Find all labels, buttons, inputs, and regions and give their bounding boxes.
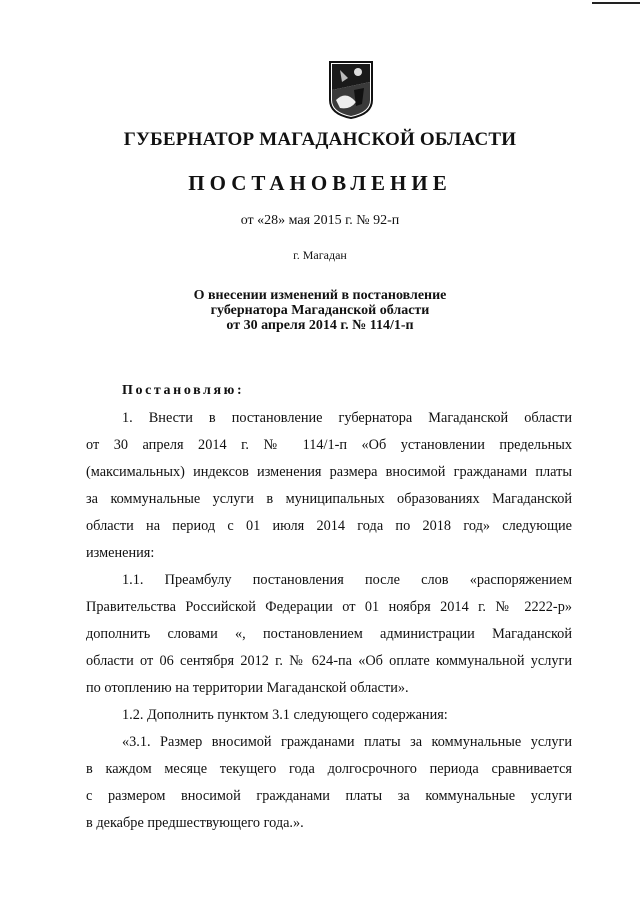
body-line: по отоплению на территории Магаданской области». [86, 680, 409, 696]
subject-line: О внесении изменений в постановление [193, 288, 447, 303]
body-line: Правительства Российской Федерации от 01 ноября 2014 г. № 2222-р» [86, 599, 572, 615]
body-line: за коммунальные услуги в муниципальных образованиях Магаданской [86, 491, 572, 507]
subject-line: от 30 апреля 2014 г. № 114/1-п [226, 318, 414, 333]
body-line: 1.1. Преамбулу постановления после слов «распоряжением [122, 572, 572, 588]
document-date-number: от «28» мая 2015 г. № 92-п [240, 213, 400, 228]
body-line: дополнить словами «, постановлением администрации Магаданской [86, 626, 572, 642]
body-line: области на период с 01 июля 2014 года по 2018 год» следующие [86, 518, 572, 534]
body-line: «3.1. Размер вносимой гражданами платы за коммунальные услуги [122, 734, 572, 750]
body-line: (максимальных) индексов изменения размера вносимой гражданами платы [86, 464, 572, 480]
governor-title: ГУБЕРНАТОР МАГАДАНСКОЙ ОБЛАСТИ [123, 129, 517, 150]
document-type-title: ПОСТАНОВЛЕНИЕ [188, 171, 452, 195]
body-line: области от 06 сентября 2012 г. № 624-па «Об оплате коммунальной услуги [86, 653, 572, 669]
decree-word: Постановляю: [122, 383, 245, 398]
subject-line: губернатора Магаданской области [210, 303, 430, 318]
body-line: с размером вносимой гражданами платы за коммунальные услуги [86, 788, 572, 804]
body-line: в каждом месяце текущего года долгосрочного периода сравнивается [86, 761, 572, 777]
document-body [86, 0, 572, 905]
body-line: в декабре предшествующего года.». [86, 815, 304, 831]
body-line: 1.2. Дополнить пунктом 3.1 следующего содержания: [122, 707, 448, 723]
body-line: 1. Внести в постановление губернатора Магаданской области [122, 410, 572, 426]
document-city: г. Магадан [293, 248, 347, 262]
body-line: изменения: [86, 545, 155, 561]
scan-corner-mark [592, 2, 640, 4]
body-line: от 30 апреля 2014 г. № 114/1-п «Об установлении предельных [86, 437, 572, 453]
